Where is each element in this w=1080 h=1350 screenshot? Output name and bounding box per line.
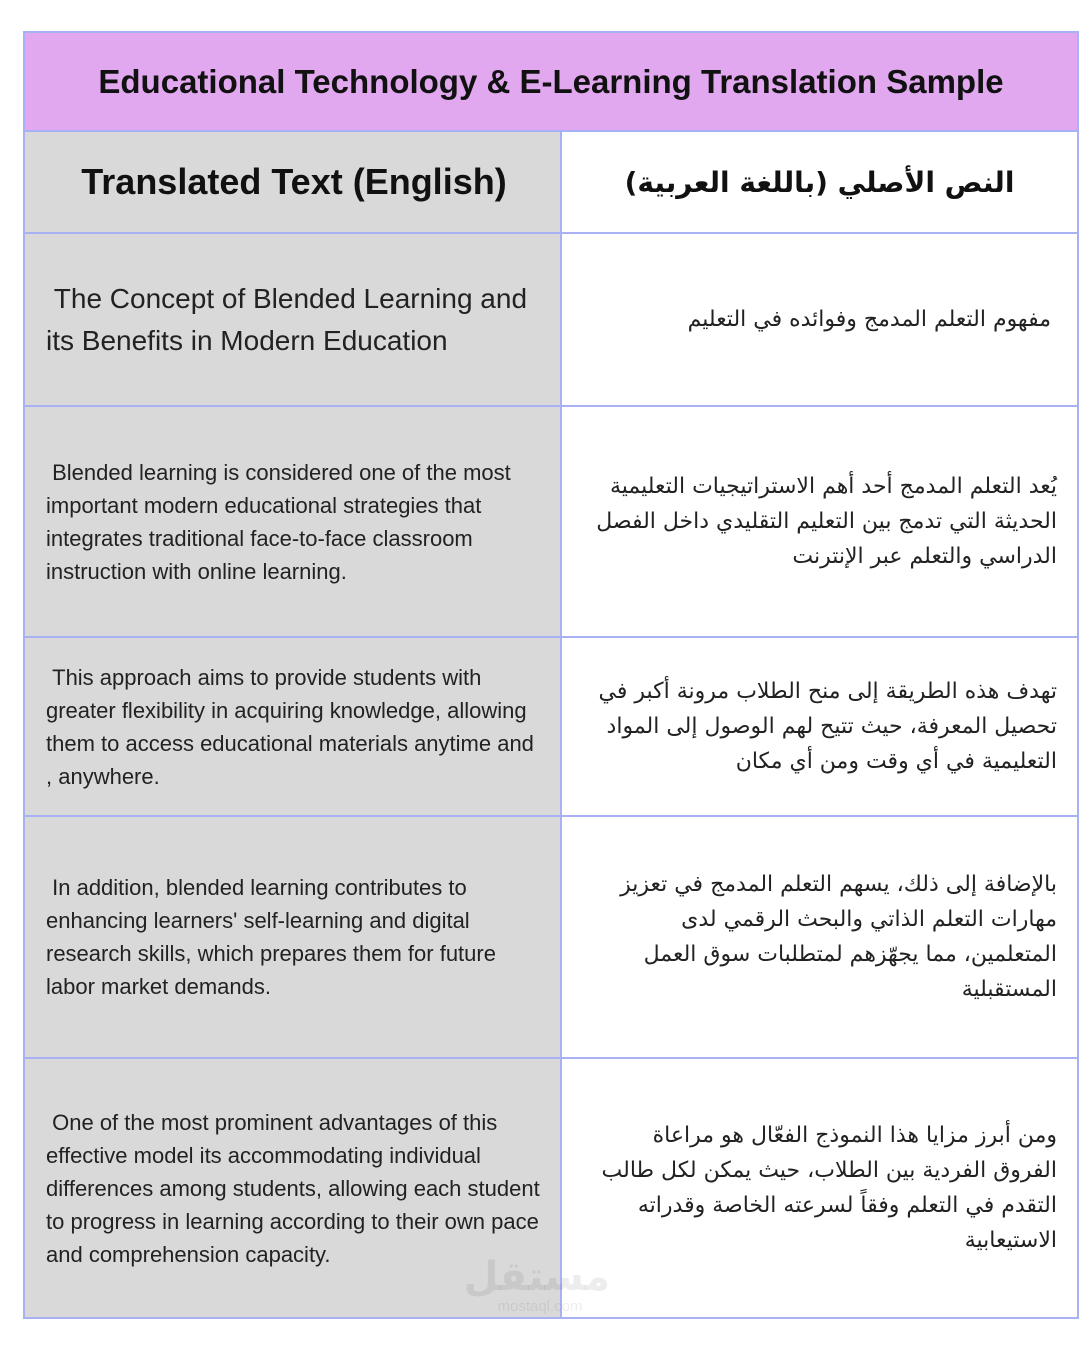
table-row <box>25 234 1077 407</box>
arabic-text: ومن أبرز مزايا هذا النموذج الفعّال هو مراعاة الفروق الفردية بين الطلاب، حيث يمكن لكل طالب التقدم في التعلم وفقاً لسرعته الخاصة وقدراته الاستيعابية <box>601 1123 1057 1253</box>
header-arabic-label: النص الأصلي (باللغة العربية) <box>624 165 1015 199</box>
arabic-cell <box>564 1059 1077 1317</box>
page-title: Educational Technology & E-Learning Translation Sample <box>98 62 1004 100</box>
english-cell <box>25 817 562 1057</box>
english-text: In addition, blended learning contributes to enhancing learners' self-learning and digital research skills, which prepares them for future labor market demands. <box>46 875 503 999</box>
english-cell <box>25 638 562 815</box>
table-header-row <box>25 132 1077 234</box>
header-english-cell <box>25 132 562 232</box>
arabic-text: يُعد التعلم المدمج أحد أهم الاستراتيجيات التعليمية الحديثة التي تدمج بين التعليم التقليدي داخل الفصل الدراسي والتعلم عبر الإنترنت <box>596 474 1057 569</box>
english-text: The Concept of Blended Learning and its Benefits in Modern Education <box>46 282 535 356</box>
arabic-text: تهدف هذه الطريقة إلى منح الطلاب مرونة أكبر في تحصيل المعرفة، حيث تتيح لهم الوصول إلى المواد التعليمية في أي وقت ومن أي مكان <box>598 679 1057 774</box>
arabic-cell <box>564 638 1077 815</box>
english-cell <box>25 407 562 636</box>
header-arabic-cell <box>564 132 1077 232</box>
arabic-cell <box>564 407 1077 636</box>
english-cell <box>25 234 562 405</box>
arabic-cell <box>564 234 1077 405</box>
arabic-cell <box>564 817 1077 1057</box>
table-row <box>25 817 1077 1059</box>
table-row <box>25 638 1077 817</box>
translation-table <box>23 31 1079 1319</box>
table-row <box>25 1059 1077 1317</box>
arabic-text: بالإضافة إلى ذلك، يسهم التعلم المدمج في تعزيز مهارات التعلم الذاتي والبحث الرقمي لدى المتعلمين، مما يجهّزهم لمتطلبات سوق العمل المستقبلية <box>620 872 1057 1002</box>
english-text: Blended learning is considered one of the most important modern educational strategies that integrates traditional face-to-face classroom instruction with online learning. <box>46 459 517 584</box>
title-bar <box>25 33 1077 132</box>
english-text: This approach aims to provide students with greater flexibility in acquiring knowledge, allowing them to access educational materials anytime and , anywhere. <box>46 664 541 789</box>
english-text: One of the most prominent advantages of this effective model its accommodating individual differences among students, allowing each student to progress in learning according to their own pace and comprehension capacity. <box>46 1109 546 1267</box>
arabic-text: مفهوم التعلم المدمج وفوائده في التعليم <box>687 307 1051 332</box>
table-row <box>25 407 1077 638</box>
english-cell <box>25 1059 562 1317</box>
header-english-label: Translated Text (English) <box>81 161 507 202</box>
